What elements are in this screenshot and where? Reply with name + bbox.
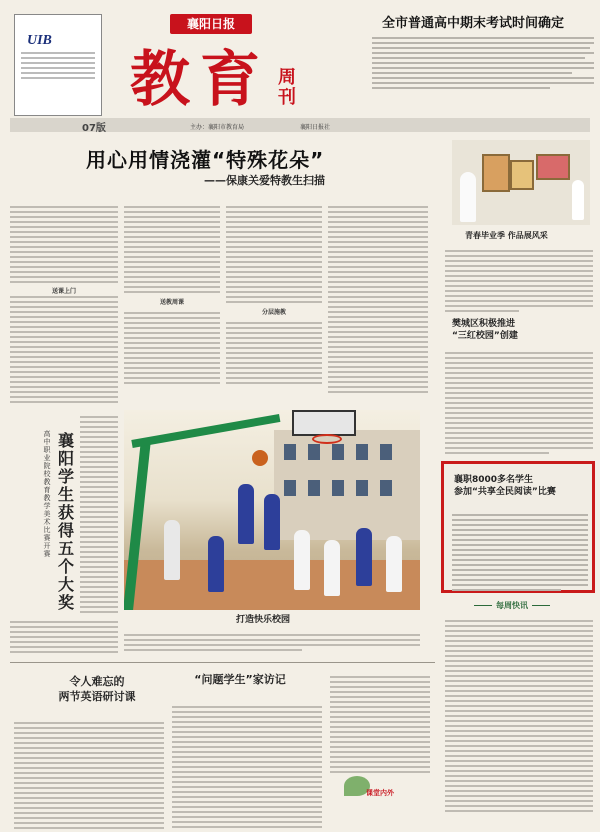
bottom-story1-headline [22, 674, 172, 704]
subhead-1: 送教周课 [159, 299, 184, 306]
side-headline: 襄阳学生获得五个大奖 [57, 431, 74, 612]
lead-right-story [372, 12, 594, 92]
side-kicker: 高中职业院校教育教学美术比赛开赛 [43, 430, 51, 558]
highlighted-headline [454, 474, 556, 498]
highlighted-headline-line2: 参加“共享全民阅读”比赛 [454, 487, 556, 497]
photo-text [124, 628, 420, 654]
highlighted-headline-line1: 襄职8000多名学生 [454, 475, 534, 485]
story2-headline-line1: 樊城区积极推进 [452, 319, 516, 329]
main-story-col-4 [328, 200, 428, 396]
bottom-story2-headline: “问题学生”家访记 [194, 673, 286, 686]
bottom-story1-line2: 两节英语研讨课 [58, 690, 136, 703]
lead-right-body [372, 37, 594, 89]
bottom-story1-line1: 令人难忘的 [69, 675, 125, 688]
art-caption: 青春毕业季 作品展风采 [465, 231, 548, 240]
edition-number: 07版 [82, 123, 106, 134]
main-headline: 用心用情浇灌“特殊花朵” [86, 148, 325, 172]
date-bar [10, 118, 590, 132]
subhead-0: 送课上门 [10, 286, 118, 295]
basketball-photo [124, 410, 420, 610]
basketball-icon [252, 450, 268, 466]
deco-label: 课堂内外 [366, 789, 394, 797]
co-sponsor: 襄阳日报社 [300, 124, 331, 131]
section-title: 教育 [130, 45, 270, 115]
news-brief-body [445, 614, 593, 815]
highlighted-story[interactable] [441, 461, 595, 593]
photo-caption: 打造快乐校园 [236, 615, 291, 625]
logo: UIB [27, 33, 52, 48]
bottom-story1-body [14, 716, 164, 832]
highlighted-body [452, 514, 588, 594]
subhead-2: 分层施教 [261, 309, 286, 316]
side-story-tail [10, 615, 118, 656]
art-exhibition-photo [452, 140, 590, 225]
main-subheadline: ——保康关爱特教生扫描 [204, 174, 325, 187]
art-story-body [445, 244, 593, 315]
masthead [10, 10, 590, 118]
main-story-col-3 [226, 200, 322, 387]
lead-right-headline: 全市普通高中期末考试时间确定 [382, 16, 565, 31]
paper-name-badge: 襄阳日报 [170, 14, 252, 34]
main-story-col-1 [10, 200, 118, 406]
bottom-divider [10, 662, 435, 663]
news-brief-label: 每周快讯 [470, 600, 554, 611]
sponsor: 主办：襄阳市教育局 [190, 124, 245, 131]
logo-box [14, 14, 102, 116]
story2-body [445, 346, 593, 457]
story2-headline-line2: “三红校园”创建 [452, 331, 518, 341]
bottom-story2-body [172, 700, 322, 831]
side-story-body [80, 410, 118, 616]
subhead-0-wrap [10, 282, 118, 299]
weekly-label: 周刊 [278, 67, 296, 108]
bottom-story3-body [330, 670, 430, 776]
section-deco [340, 770, 400, 810]
story2-headline [452, 318, 518, 342]
main-story-col-2 [124, 200, 220, 387]
